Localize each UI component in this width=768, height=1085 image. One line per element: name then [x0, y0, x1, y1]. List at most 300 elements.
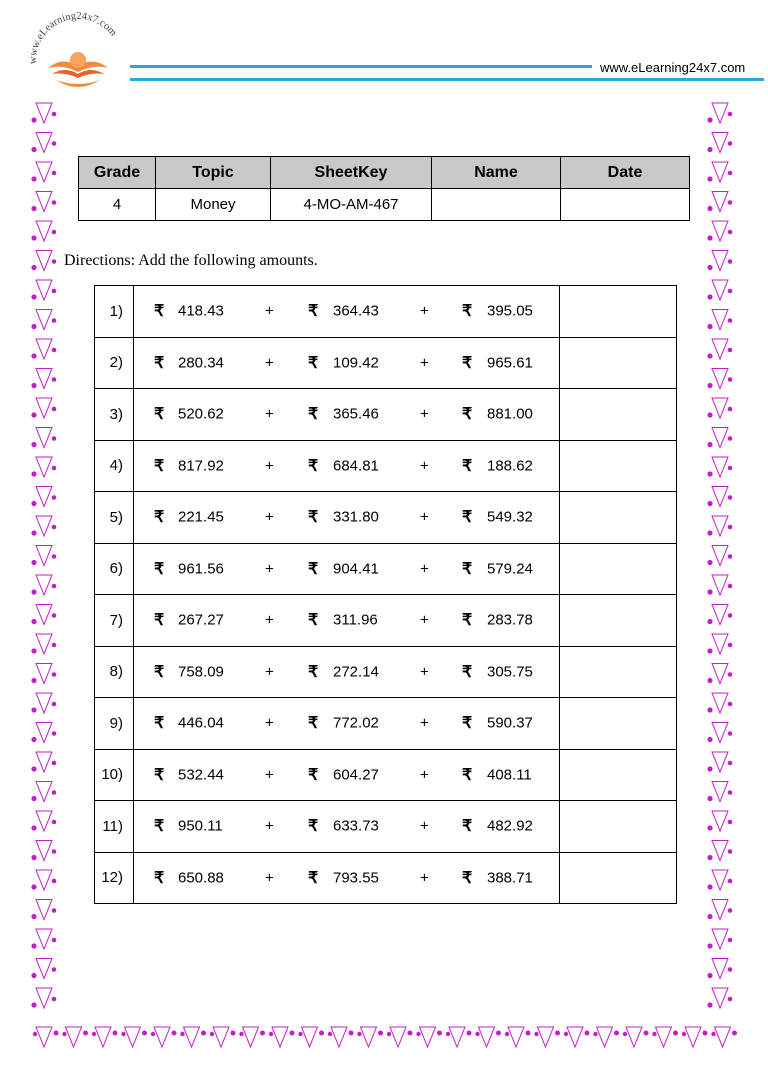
border-dot: [31, 589, 36, 594]
border-dot: [728, 171, 733, 176]
border-dot: [31, 766, 36, 771]
border-triangle: [712, 133, 728, 153]
plus-sign: +: [265, 611, 274, 629]
border-dot: [52, 318, 57, 323]
border-triangle: [712, 339, 728, 359]
border-triangle: [36, 605, 52, 625]
amount-a: 280.34: [178, 354, 224, 372]
border-triangle: [715, 1027, 731, 1047]
border-dot: [31, 383, 36, 388]
answer-box[interactable]: [560, 852, 677, 904]
answer-box[interactable]: [560, 698, 677, 750]
border-dot: [707, 825, 712, 830]
border-dot: [52, 849, 57, 854]
sheetkey-value: 4-MO-AM-467: [271, 189, 432, 221]
amount-b: 772.02: [333, 714, 379, 732]
border-dot: [52, 584, 57, 589]
problem-number-cell: [95, 337, 134, 389]
rupee-symbol: ₹: [462, 715, 473, 733]
border-triangle: [36, 929, 52, 949]
border-triangle: [420, 1027, 436, 1047]
problem-row: [95, 749, 677, 801]
border-triangle: [712, 221, 728, 241]
border-dot: [673, 1031, 678, 1036]
border-triangle: [712, 546, 728, 566]
border-dot: [52, 731, 57, 736]
border-triangle: [712, 516, 728, 536]
border-triangle: [36, 723, 52, 743]
plus-sign: +: [265, 405, 274, 423]
border-dot: [707, 265, 712, 270]
border-triangle: [712, 811, 728, 831]
border-dot: [121, 1032, 125, 1036]
border-dot: [728, 377, 733, 382]
border-dot: [707, 678, 712, 683]
border-triangle: [712, 664, 728, 684]
border-dot: [728, 112, 733, 117]
problem-number: 2): [109, 354, 123, 372]
problem-expression: [134, 852, 560, 904]
rupee-symbol: ₹: [154, 457, 165, 475]
border-triangle: [36, 251, 52, 271]
answer-box[interactable]: [560, 595, 677, 647]
border-dot: [52, 879, 57, 884]
answer-box[interactable]: [560, 286, 677, 338]
rupee-symbol: ₹: [462, 869, 473, 887]
rupee-symbol: ₹: [462, 560, 473, 578]
border-dot: [728, 495, 733, 500]
border-dot: [475, 1032, 479, 1036]
rupee-symbol: ₹: [154, 509, 165, 527]
date-field[interactable]: [561, 189, 690, 221]
problem-number: 7): [109, 611, 123, 629]
plus-sign: +: [420, 817, 429, 835]
border-triangle: [36, 782, 52, 802]
border-triangle: [184, 1027, 200, 1047]
border-dot: [728, 702, 733, 707]
border-triangle: [712, 575, 728, 595]
plus-sign: +: [420, 869, 429, 887]
border-triangle: [36, 133, 52, 153]
border-triangle: [36, 900, 52, 920]
problem-number-cell: [95, 749, 134, 801]
border-triangle: [302, 1027, 318, 1047]
border-dot: [728, 790, 733, 795]
amount-a: 532.44: [178, 766, 224, 784]
border-triangle: [712, 752, 728, 772]
border-dot: [298, 1032, 302, 1036]
border-triangle: [36, 162, 52, 182]
plus-sign: +: [265, 560, 274, 578]
rupee-symbol: ₹: [462, 303, 473, 321]
border-triangle: [36, 870, 52, 890]
problem-row: [95, 389, 677, 441]
border-triangle: [36, 398, 52, 418]
border-triangle: [36, 221, 52, 241]
border-dot: [31, 206, 36, 211]
rupee-symbol: ₹: [154, 818, 165, 836]
plus-sign: +: [265, 354, 274, 372]
problem-expression: [134, 337, 560, 389]
border-dot: [728, 761, 733, 766]
problem-row: [95, 595, 677, 647]
border-triangle: [656, 1027, 672, 1047]
border-dot: [728, 820, 733, 825]
problem-number: 9): [109, 714, 123, 732]
border-triangle: [712, 398, 728, 418]
problem-expression: [134, 801, 560, 853]
plus-sign: +: [265, 714, 274, 732]
border-dot: [52, 289, 57, 294]
rupee-symbol: ₹: [154, 766, 165, 784]
border-dot: [707, 914, 712, 919]
border-dot: [31, 884, 36, 889]
sheet-info-table: [78, 156, 690, 221]
border-dot: [728, 849, 733, 854]
rupee-symbol: ₹: [462, 612, 473, 630]
rupee-symbol: ₹: [154, 406, 165, 424]
border-dot: [707, 501, 712, 506]
answer-box[interactable]: [560, 337, 677, 389]
border-dot: [231, 1031, 236, 1036]
rupee-symbol: ₹: [462, 406, 473, 424]
plus-sign: +: [265, 766, 274, 784]
border-dot: [707, 1002, 712, 1007]
border-triangle: [712, 900, 728, 920]
border-dot: [707, 147, 712, 152]
border-triangle: [36, 192, 52, 212]
border-dot: [682, 1032, 686, 1036]
amount-c: 579.24: [487, 560, 533, 578]
amount-b: 272.14: [333, 663, 379, 681]
border-triangle: [36, 339, 52, 359]
answer-box[interactable]: [560, 801, 677, 853]
border-triangle: [712, 693, 728, 713]
border-dot: [172, 1031, 177, 1036]
border-dot: [564, 1032, 568, 1036]
problem-row: [95, 646, 677, 698]
plus-sign: +: [420, 714, 429, 732]
border-triangle: [361, 1027, 377, 1047]
border-triangle: [36, 752, 52, 772]
border-dot: [728, 613, 733, 618]
border-dot: [92, 1032, 96, 1036]
amount-c: 305.75: [487, 663, 533, 681]
border-dot: [349, 1031, 354, 1036]
border-dot: [52, 702, 57, 707]
border-dot: [728, 643, 733, 648]
border-triangle: [712, 870, 728, 890]
answer-box[interactable]: [560, 440, 677, 492]
amount-b: 904.41: [333, 560, 379, 578]
border-dot: [113, 1031, 118, 1036]
border-dot: [31, 560, 36, 565]
border-dot: [707, 648, 712, 653]
amount-b: 109.42: [333, 354, 379, 372]
border-dot: [269, 1032, 273, 1036]
border-dot: [180, 1032, 184, 1036]
border-dot: [707, 973, 712, 978]
border-dot: [31, 619, 36, 624]
border-dot: [534, 1032, 538, 1036]
border-dot: [623, 1032, 627, 1036]
amount-c: 549.32: [487, 508, 533, 526]
rupee-symbol: ₹: [308, 509, 319, 527]
border-dot: [31, 707, 36, 712]
problem-number: 11): [102, 817, 123, 835]
problem-number-cell: [95, 286, 134, 338]
border-dot: [151, 1032, 155, 1036]
problem-expression: [134, 698, 560, 750]
border-dot: [83, 1031, 88, 1036]
border-dot: [707, 530, 712, 535]
plus-sign: +: [420, 457, 429, 475]
problem-number-cell: [95, 801, 134, 853]
problem-number: 4): [109, 457, 123, 475]
rupee-symbol: ₹: [308, 612, 319, 630]
plus-sign: +: [265, 457, 274, 475]
rupee-symbol: ₹: [308, 869, 319, 887]
border-triangle: [712, 428, 728, 448]
problem-expression: [134, 286, 560, 338]
topic-value: Money: [156, 189, 271, 221]
border-triangle: [712, 103, 728, 123]
border-dot: [378, 1031, 383, 1036]
border-dot: [52, 407, 57, 412]
border-dot: [31, 117, 36, 122]
amount-b: 684.81: [333, 457, 379, 475]
rupee-symbol: ₹: [308, 354, 319, 372]
border-triangle: [36, 664, 52, 684]
border-dot: [707, 766, 712, 771]
rupee-symbol: ₹: [462, 766, 473, 784]
problem-expression: [134, 492, 560, 544]
border-triangle: [712, 369, 728, 389]
answer-box[interactable]: [560, 389, 677, 441]
rupee-symbol: ₹: [308, 766, 319, 784]
border-triangle: [712, 280, 728, 300]
answer-box[interactable]: [560, 749, 677, 801]
problem-expression: [134, 543, 560, 595]
border-triangle: [712, 162, 728, 182]
rupee-symbol: ₹: [154, 560, 165, 578]
answer-box[interactable]: [560, 543, 677, 595]
border-dot: [52, 230, 57, 235]
border-dot: [505, 1032, 509, 1036]
border-dot: [707, 707, 712, 712]
amount-c: 482.92: [487, 817, 533, 835]
border-dot: [614, 1031, 619, 1036]
amount-b: 365.46: [333, 405, 379, 423]
border-dot: [31, 176, 36, 181]
border-triangle: [213, 1027, 229, 1047]
border-dot: [52, 171, 57, 176]
amount-a: 650.88: [178, 869, 224, 887]
border-triangle: [36, 988, 52, 1008]
border-triangle: [36, 487, 52, 507]
border-triangle: [449, 1027, 465, 1047]
name-header: Name: [432, 157, 561, 189]
decorative-border-right: [704, 100, 738, 1050]
amount-a: 961.56: [178, 560, 224, 578]
amount-c: 188.62: [487, 457, 533, 475]
answer-box[interactable]: [560, 646, 677, 698]
amount-a: 520.62: [178, 405, 224, 423]
border-dot: [707, 324, 712, 329]
elearning-logo: [22, 8, 134, 92]
border-triangle: [597, 1027, 613, 1047]
border-dot: [31, 324, 36, 329]
border-dot: [357, 1032, 361, 1036]
name-field[interactable]: [432, 189, 561, 221]
border-dot: [31, 147, 36, 152]
border-dot: [707, 560, 712, 565]
plus-sign: +: [420, 560, 429, 578]
rupee-symbol: ₹: [154, 715, 165, 733]
header-rule-top: [130, 65, 592, 68]
border-dot: [728, 348, 733, 353]
border-dot: [652, 1032, 656, 1036]
rupee-symbol: ₹: [308, 663, 319, 681]
border-dot: [496, 1031, 501, 1036]
border-dot: [644, 1031, 649, 1036]
border-triangle: [712, 782, 728, 802]
border-dot: [728, 525, 733, 530]
border-triangle: [331, 1027, 347, 1047]
date-header: Date: [561, 157, 690, 189]
border-dot: [728, 466, 733, 471]
border-dot: [201, 1031, 206, 1036]
border-dot: [52, 141, 57, 146]
border-triangle: [36, 575, 52, 595]
amount-b: 793.55: [333, 869, 379, 887]
border-triangle: [712, 457, 728, 477]
border-dot: [711, 1032, 715, 1036]
border-dot: [52, 112, 57, 117]
border-dot: [142, 1031, 147, 1036]
problem-number-cell: [95, 698, 134, 750]
rupee-symbol: ₹: [462, 818, 473, 836]
problem-number: 10): [101, 766, 123, 784]
border-dot: [728, 407, 733, 412]
border-triangle: [36, 841, 52, 861]
border-dot: [31, 855, 36, 860]
border-triangle: [626, 1027, 642, 1047]
amount-c: 965.61: [487, 354, 533, 372]
border-dot: [31, 678, 36, 683]
grade-header: Grade: [79, 157, 156, 189]
border-dot: [52, 200, 57, 205]
border-dot: [31, 294, 36, 299]
problem-row: [95, 440, 677, 492]
border-triangle: [712, 723, 728, 743]
plus-sign: +: [420, 663, 429, 681]
problems-table: [94, 285, 677, 904]
plus-sign: +: [420, 405, 429, 423]
border-dot: [707, 589, 712, 594]
border-dot: [707, 117, 712, 122]
problem-row: [95, 698, 677, 750]
border-dot: [707, 294, 712, 299]
plus-sign: +: [265, 302, 274, 320]
border-dot: [52, 790, 57, 795]
amount-a: 950.11: [178, 817, 223, 835]
rupee-symbol: ₹: [462, 457, 473, 475]
border-dot: [728, 967, 733, 972]
border-triangle: [272, 1027, 288, 1047]
border-triangle: [712, 959, 728, 979]
border-dot: [728, 259, 733, 264]
amount-b: 331.80: [333, 508, 379, 526]
border-dot: [728, 938, 733, 943]
border-dot: [707, 855, 712, 860]
border-triangle: [712, 310, 728, 330]
border-dot: [33, 1032, 37, 1036]
problem-number-cell: [95, 543, 134, 595]
problem-number-cell: [95, 646, 134, 698]
border-dot: [728, 997, 733, 1002]
border-dot: [707, 796, 712, 801]
border-dot: [52, 967, 57, 972]
problem-expression: [134, 389, 560, 441]
rupee-symbol: ₹: [308, 303, 319, 321]
border-dot: [728, 141, 733, 146]
border-dot: [52, 820, 57, 825]
border-dot: [31, 471, 36, 476]
border-dot: [54, 1031, 59, 1036]
border-dot: [446, 1032, 450, 1036]
problem-number: 6): [109, 560, 123, 578]
border-dot: [52, 259, 57, 264]
problem-row: [95, 852, 677, 904]
problem-row: [95, 492, 677, 544]
border-triangle: [508, 1027, 524, 1047]
border-dot: [707, 412, 712, 417]
problem-row: [95, 286, 677, 338]
rupee-symbol: ₹: [154, 612, 165, 630]
border-dot: [728, 289, 733, 294]
problem-expression: [134, 595, 560, 647]
border-triangle: [567, 1027, 583, 1047]
border-dot: [707, 619, 712, 624]
rupee-symbol: ₹: [308, 715, 319, 733]
plus-sign: +: [420, 611, 429, 629]
border-triangle: [712, 192, 728, 212]
rupee-symbol: ₹: [154, 354, 165, 372]
answer-box[interactable]: [560, 492, 677, 544]
problem-number-cell: [95, 492, 134, 544]
info-header-row: [79, 157, 690, 189]
border-dot: [707, 943, 712, 948]
logo-text: www.eLearning24x7.com: [27, 10, 119, 65]
border-triangle: [712, 487, 728, 507]
border-dot: [52, 997, 57, 1002]
problem-expression: [134, 646, 560, 698]
border-dot: [707, 176, 712, 181]
problem-number: 3): [109, 405, 123, 423]
border-dot: [707, 884, 712, 889]
border-triangle: [712, 634, 728, 654]
plus-sign: +: [265, 817, 274, 835]
border-dot: [31, 235, 36, 240]
border-triangle: [36, 516, 52, 536]
border-dot: [593, 1032, 597, 1036]
border-dot: [728, 731, 733, 736]
decorative-border-bottom: [28, 1020, 738, 1054]
border-dot: [31, 737, 36, 742]
border-dot: [52, 377, 57, 382]
border-triangle: [95, 1027, 111, 1047]
